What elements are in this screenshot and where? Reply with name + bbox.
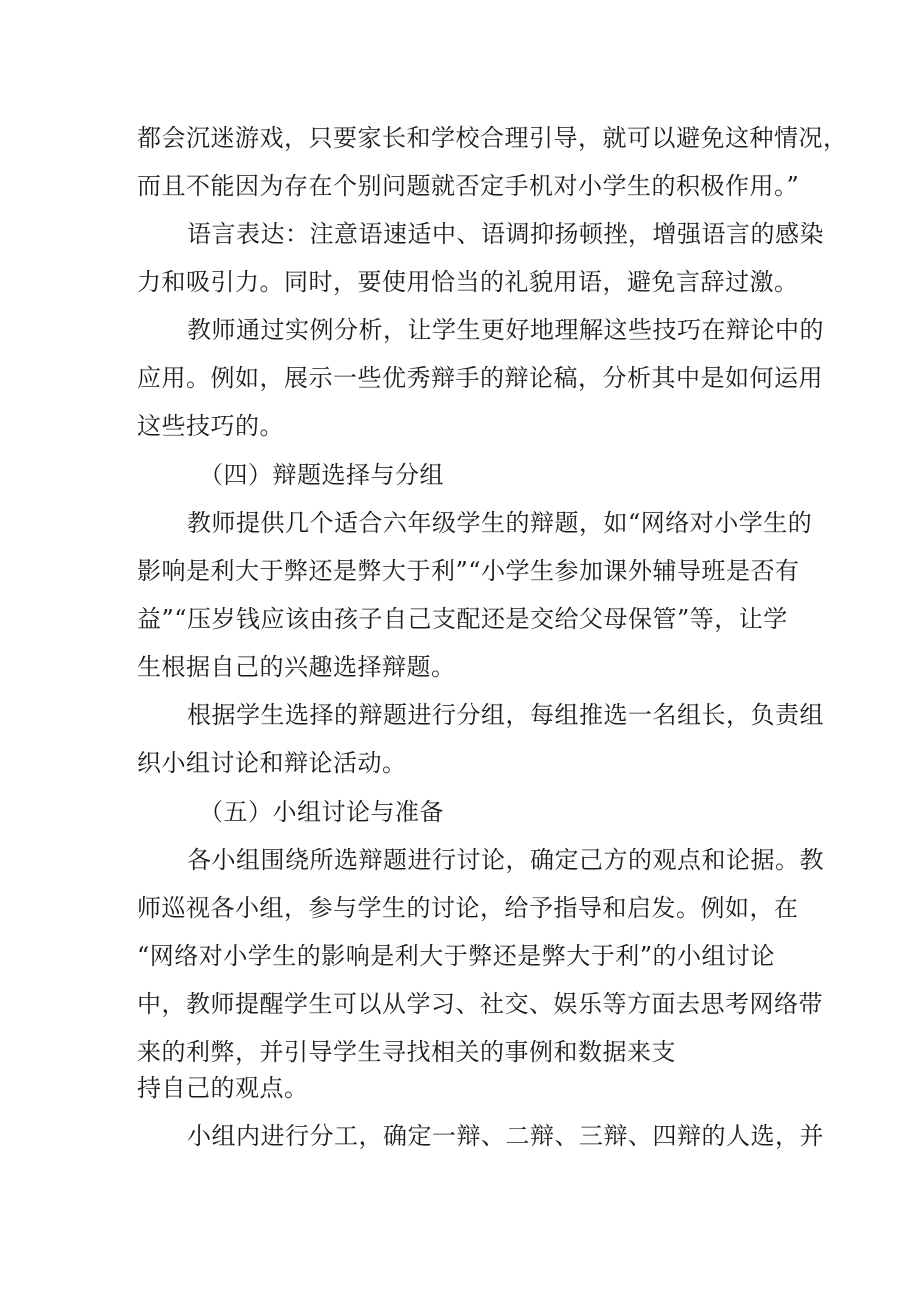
section-heading: （四）辩题选择与分组 <box>199 461 444 489</box>
text-line: 都会沉迷游戏，只要家长和学校合理引导，就可以避免这种情况， <box>137 124 848 152</box>
paragraph-start: 小组内进行分工，确定一辩、二辩、三辩、四辩的人选，并 <box>187 1122 824 1150</box>
text-line: 而且不能因为存在个别问题就否定手机对小学生的积极作用。” <box>137 172 800 200</box>
paragraph-start: 各小组围绕所选辩题进行讨论，确定己方的观点和论据。教 <box>187 846 824 874</box>
text-line: 师巡视各小组，参与学生的讨论，给予指导和启发。例如，在 <box>137 894 799 922</box>
text-line: 生根据自己的兴趣选择辩题。 <box>137 653 456 681</box>
text-line: 来的利弊，并引导学生寻找相关的事例和数据来支 <box>137 1038 676 1066</box>
text-line: 应用。例如，展示一些优秀辩手的辩论稿，分析其中是如何运用 <box>137 364 823 392</box>
paragraph-start: 教师通过实例分析，让学生更好地理解这些技巧在辩论中的 <box>187 316 824 344</box>
text-line: 这些技巧的。 <box>137 412 284 440</box>
text-line: 持自己的观点。 <box>137 1074 309 1102</box>
section-heading: （五）小组讨论与准备 <box>199 798 444 826</box>
text-line: 影响是利大于弊还是弊大于利”“小学生参加课外辅导班是否有 <box>137 557 800 585</box>
text-line: 力和吸引力。同时，要使用恰当的礼貌用语，避免言辞过激。 <box>137 268 799 296</box>
text-line: “网络对小学生的影响是利大于弊还是弊大于利”的小组讨论 <box>137 942 776 970</box>
text-line: 益”“压岁钱应该由孩子自己支配还是交给父母保管”等，让学 <box>137 605 788 633</box>
paragraph-start: 教师提供几个适合六年级学生的辩题，如“网络对小学生的 <box>187 509 813 537</box>
paragraph-start: 语言表达：注意语速适中、语调抑扬顿挫，增强语言的感染 <box>187 220 824 248</box>
text-line: 织小组讨论和辩论活动。 <box>137 749 407 777</box>
text-line: 中，教师提醒学生可以从学习、社交、娱乐等方面去思考网络带 <box>137 990 823 1018</box>
paragraph-start: 根据学生选择的辩题进行分组，每组推选一名组长，负责组 <box>187 701 824 729</box>
